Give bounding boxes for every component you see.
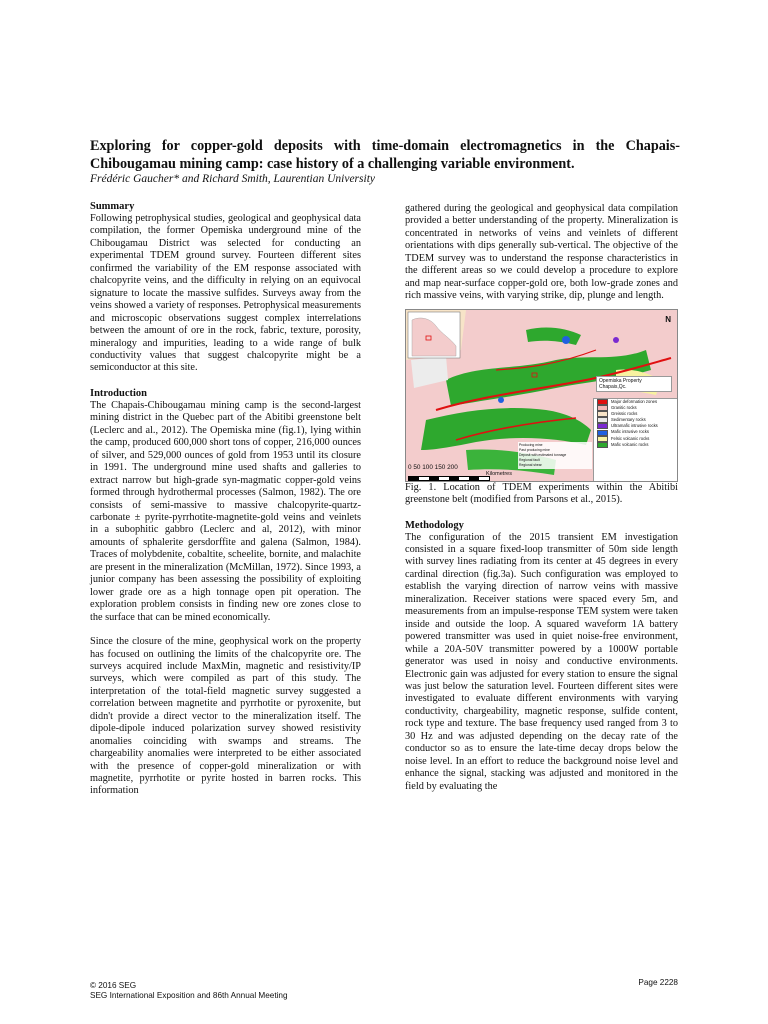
left-column [90, 200, 361, 798]
legend-label: Ultramafic intrusive rocks [611, 423, 658, 429]
legend-swatch [597, 411, 608, 417]
property-label-location: Chapais,Qc. [599, 383, 627, 390]
introduction-paragraph-1: The Chapais-Chibougamau mining camp is the second-largest mining district in the Quebec part of the Abitibi greenstone belt (Leclerc and al., 2012). The Opemiska mine (fig.1), lying within the camp, produced 600,000 short tons of copper, 216,000 ounces of silver, and 529,000 ounces of gold from 1953 until its closure in 1991. The underground mine used shafts and galleries to extract narrow but high-grade syn-magmatic copper-gold veins formed through hydrothermal processes (Salmon, 1982). The ore consists of semi-massive to massive chalcopyrite-quartz-carbonate ± pyrite-pyrrhotite-magnetite-gold veins and veinlets in a subophitic gabbro (Leclerc and al, 2012), with minor amounts of sphalerite gersdorffite and galena (Salmon, 1984). Traces of molybdenite, cobaltite, scheelite, bornite, and malachite are present in the mineralization (McMillan, 1972). Since 1993, a junior company has been assessing the possibility of exploiting lower grade ore as a high tonnage open pit operation. The exploration problem consists in finding new ore zones close to the surface that can be mined economically. [90, 399, 361, 623]
legend-swatch [597, 423, 608, 429]
methodology-heading: Methodology [405, 519, 464, 531]
scale-unit: Kilometres [486, 471, 512, 478]
symbol-legend-item: Producing mine [519, 442, 543, 447]
legend-label: Felsic volcanic rocks [611, 435, 650, 441]
symbol-legend-item: Deposit with estimated tonnage [519, 452, 567, 457]
legend-swatch [597, 405, 608, 411]
symbol-legend-item: Regional fault [519, 457, 540, 462]
legend-label: Mafic volcanic rocks [611, 441, 649, 447]
legend-swatch [597, 399, 608, 405]
north-arrow: N [665, 314, 671, 324]
summary-text: Following petrophysical studies, geological and geophysical data compilation, the former Opemiska underground mine of the Chibougamau District was selected for conducting an experimental TDEM ground survey. Fourteen different sites confirmed the variability of the EM response associated with chalcopyrite veins, and the difficulty in relying on an equivocal signature to locate the massive sulfides. Surveys away from the veins showed a variety of responses. Petrophysical measurements and microscopic observations suggest complex interrelations between the amount of ore in the rock, fabric, texture, porosity, mineralogy and impurities, leading to a wide range of bulk conductivity values that suggest chalcopyrite might be a semiconductor at this site. [90, 213, 361, 374]
scale-bar [408, 476, 490, 481]
legend-label: Mafic intrusive rocks [611, 429, 649, 435]
legend-swatch [597, 442, 608, 448]
rock-legend [593, 398, 678, 482]
symbol-legend [518, 442, 592, 469]
right-column [405, 203, 678, 793]
symbol-legend-item: Past producing mine [519, 447, 550, 452]
summary-heading: Summary [90, 201, 135, 212]
meeting-name: SEG International Exposition and 86th Annual Meeting [90, 991, 288, 1000]
legend-label: Sedimentary rocks [611, 417, 646, 423]
rock-legend-item [594, 442, 678, 448]
page-number: Page 2228 [638, 978, 678, 987]
figure-1-caption: Fig. 1. Location of TDEM experiments within the Abitibi greenstone belt (modified from Parsons et al., 2015). [405, 481, 678, 506]
property-label [596, 376, 672, 392]
copyright: © 2016 SEG [90, 981, 137, 990]
introduction-heading: Introduction [90, 387, 147, 399]
paper-authors: Frédéric Gaucher* and Richard Smith, Laurentian University [90, 173, 376, 185]
symbol-legend-item: Regional shear [519, 462, 542, 467]
legend-swatch [597, 430, 608, 436]
figure-1-map [405, 309, 678, 482]
introduction-paragraph-2: Since the closure of the mine, geophysical work on the property has focused on outlining the limits of the chalcopyrite ore. The surveys acquired include MaxMin, magnetic and resistivity/IP surveys, which were compiled as part of this study. The interpretation of the total-field magnetic survey suggested a correlation between magnetite and pyrrhotite or pyroxenite, but didn't provide a direct vector to the mineralization itself. The dipole-dipole induced polarization survey showed resistivity anomalies coinciding with swamps and streams. The chargeability anomalies were interpreted to be either associated with the presence of copper-gold mineralization or with magnetite, pyrrhotite or pyrite hosted in barren rocks. This information [90, 636, 361, 797]
legend-swatch [597, 436, 608, 442]
legend-label: Greissic rocks [611, 410, 638, 416]
introduction-paragraph-3: gathered during the geological and geophysical data compilation provided a better understanding of the property. Mineralization is concentrated in networks of veins and veinlets of different orientations with dips generally sub-vertical. The objective of the TDEM survey was to understand the response characteristics in the different areas so we could develop a procedure to explore and map near-surface copper-gold ore, both low-grade zones and rich massive veins, with varying strike, dip, plunge and length. [405, 203, 678, 302]
legend-label: Major deformation zones [611, 398, 658, 404]
paper-title: Exploring for copper-gold deposits with time-domain electromagnetics in the Chapais-Chibougamau mining camp: case history of a challenging variable environment. [90, 138, 680, 172]
legend-swatch [597, 417, 608, 423]
legend-label: Granitic rocks [611, 404, 637, 410]
scale-ticks: 0 50 100 150 200 [408, 464, 458, 472]
footer-left [90, 981, 288, 1001]
property-label-name: Opemiska Property [599, 377, 642, 384]
methodology-text: The configuration of the 2015 transient EM investigation consisted in a square fixed-loop transmitter of 50m side length with survey lines radiating from its center at 45 degrees in every cardinal direction (fig.3a). Such configuration was employed to establish the varying direction of narrow veins with massive mineralization. Receiver stations were spaced every 5m, and measurements from an impulse-response TEM system were taken inside and outside the loop. A squared waveform 1A battery powered transmitter was used in quiet noise-free environment, while a 20A-50V transmitter powered by a 1000W portable generator was used in noisy and conductive environments. Electronic gain was adjusted for every station to ensure the signal was just below the saturation level. Fourteen different sites were investigated to evaluate different environments with varying conductivity, chargeability, magnetic response, sulfide content, rock type and texture. The base frequency used ranged from 3 to 30 Hz and was adjusted depending on the decay rate of the conductor so as to ensure the late-time decay drops below the noise level. In an effort to reduce the background noise level and enhance the signal, stacking was adjusted and monitored in the field by evaluating the [405, 531, 678, 792]
